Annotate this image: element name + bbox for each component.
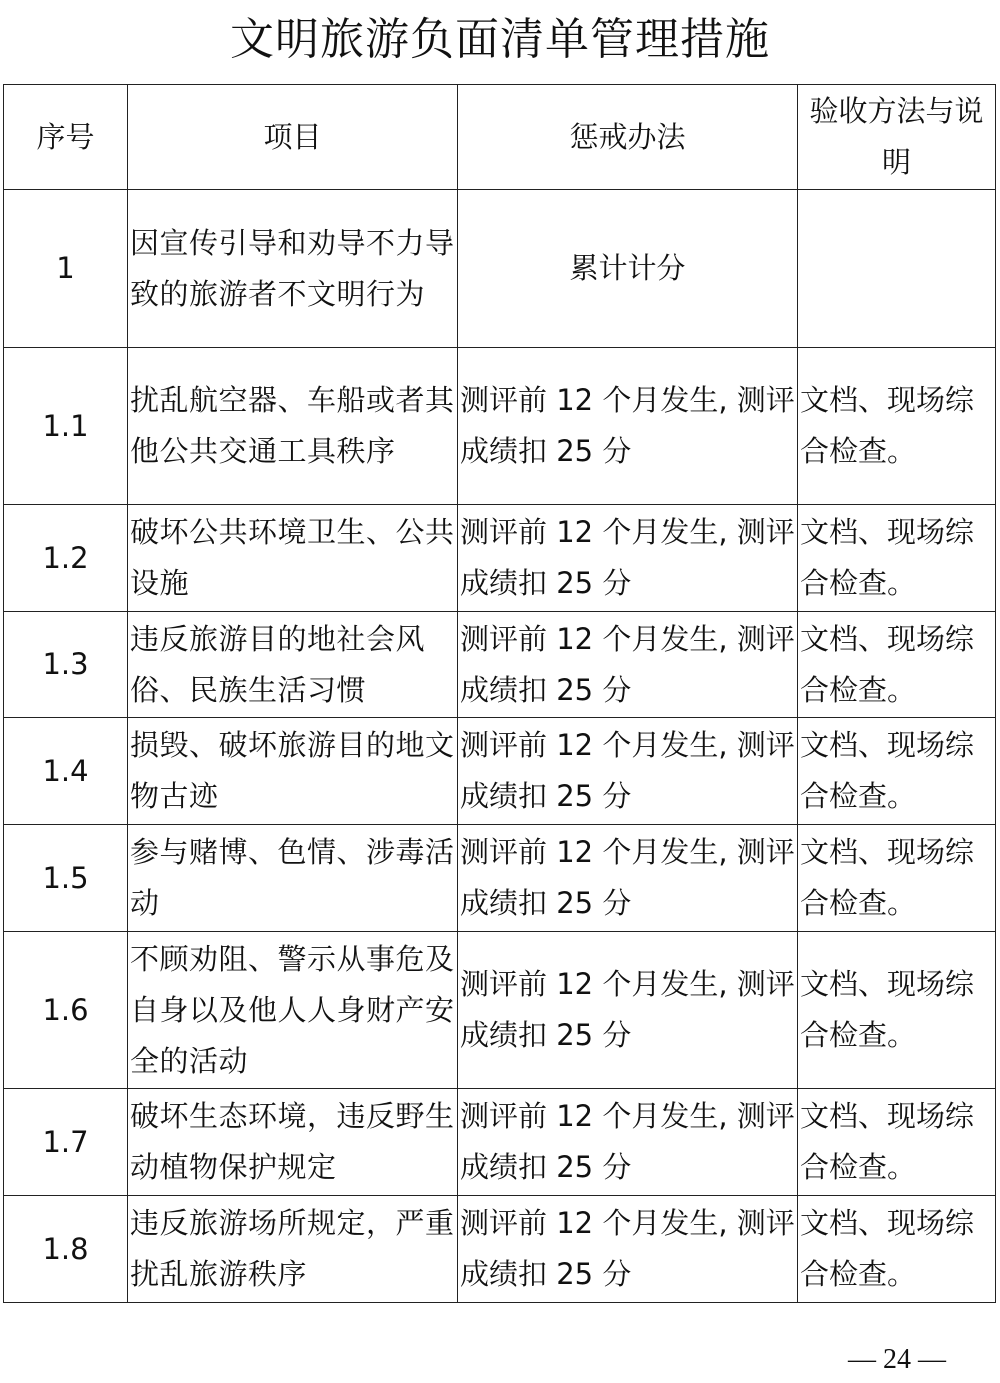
row-penalty: 测评前 12 个月发生, 测评成绩扣 25 分 — [458, 505, 798, 612]
row-item: 违反旅游场所规定，严重扰乱旅游秩序 — [128, 1196, 458, 1303]
row-penalty: 测评前 12 个月发生, 测评成绩扣 25 分 — [458, 1089, 798, 1196]
row-item: 扰乱航空器、车船或者其他公共交通工具秩序 — [128, 348, 458, 505]
row-seq: 1.1 — [4, 348, 128, 505]
row-penalty: 测评前 12 个月发生, 测评成绩扣 25 分 — [458, 348, 798, 505]
table-row — [4, 1196, 996, 1303]
header-seq: 序号 — [4, 85, 128, 190]
page-title: 文明旅游负面清单管理措施 — [230, 14, 770, 65]
header-penalty: 惩戒办法 — [458, 85, 798, 190]
row-method: 文档、现场综合检查。 — [798, 718, 996, 825]
row-penalty: 测评前 12 个月发生, 测评成绩扣 25 分 — [458, 612, 798, 718]
row-method: 文档、现场综合检查。 — [798, 932, 996, 1089]
row-penalty: 累计计分 — [458, 190, 798, 348]
row-penalty: 测评前 12 个月发生, 测评成绩扣 25 分 — [458, 825, 798, 932]
row-method: 文档、现场综合检查。 — [798, 612, 996, 718]
row-seq: 1.4 — [4, 718, 128, 825]
row-item: 破坏公共环境卫生、公共设施 — [128, 505, 458, 612]
row-seq: 1.8 — [4, 1196, 128, 1303]
row-penalty: 测评前 12 个月发生, 测评成绩扣 25 分 — [458, 932, 798, 1089]
header-item: 项目 — [128, 85, 458, 190]
row-method — [798, 190, 996, 348]
row-penalty: 测评前 12 个月发生, 测评成绩扣 25 分 — [458, 718, 798, 825]
row-item: 违反旅游目的地社会风俗、民族生活习惯 — [128, 612, 458, 718]
table-header-row — [4, 85, 996, 190]
table-row — [4, 1089, 996, 1196]
row-seq: 1.3 — [4, 612, 128, 718]
row-method: 文档、现场综合检查。 — [798, 348, 996, 505]
row-method: 文档、现场综合检查。 — [798, 505, 996, 612]
row-item: 损毁、破坏旅游目的地文物古迹 — [128, 718, 458, 825]
table-row — [4, 190, 996, 348]
table-row — [4, 825, 996, 932]
row-seq: 1.7 — [4, 1089, 128, 1196]
measures-table — [3, 84, 996, 1303]
header-method: 验收方法与说明 — [798, 85, 996, 190]
row-item: 破坏生态环境，违反野生动植物保护规定 — [128, 1089, 458, 1196]
table-row — [4, 718, 996, 825]
row-seq: 1.2 — [4, 505, 128, 612]
table-row — [4, 612, 996, 718]
row-seq: 1 — [4, 190, 128, 348]
row-seq: 1.5 — [4, 825, 128, 932]
table-row — [4, 932, 996, 1089]
table-row — [4, 505, 996, 612]
row-penalty: 测评前 12 个月发生, 测评成绩扣 25 分 — [458, 1196, 798, 1303]
row-seq: 1.6 — [4, 932, 128, 1089]
row-item: 参与赌博、色情、涉毒活动 — [128, 825, 458, 932]
row-item: 不顾劝阻、警示从事危及自身以及他人人身财产安全的活动 — [128, 932, 458, 1089]
row-method: 文档、现场综合检查。 — [798, 825, 996, 932]
row-method: 文档、现场综合检查。 — [798, 1196, 996, 1303]
page-number: — 24 — — [848, 1344, 946, 1375]
table-row — [4, 348, 996, 505]
row-item: 因宣传引导和劝导不力导致的旅游者不文明行为 — [128, 190, 458, 348]
row-method: 文档、现场综合检查。 — [798, 1089, 996, 1196]
